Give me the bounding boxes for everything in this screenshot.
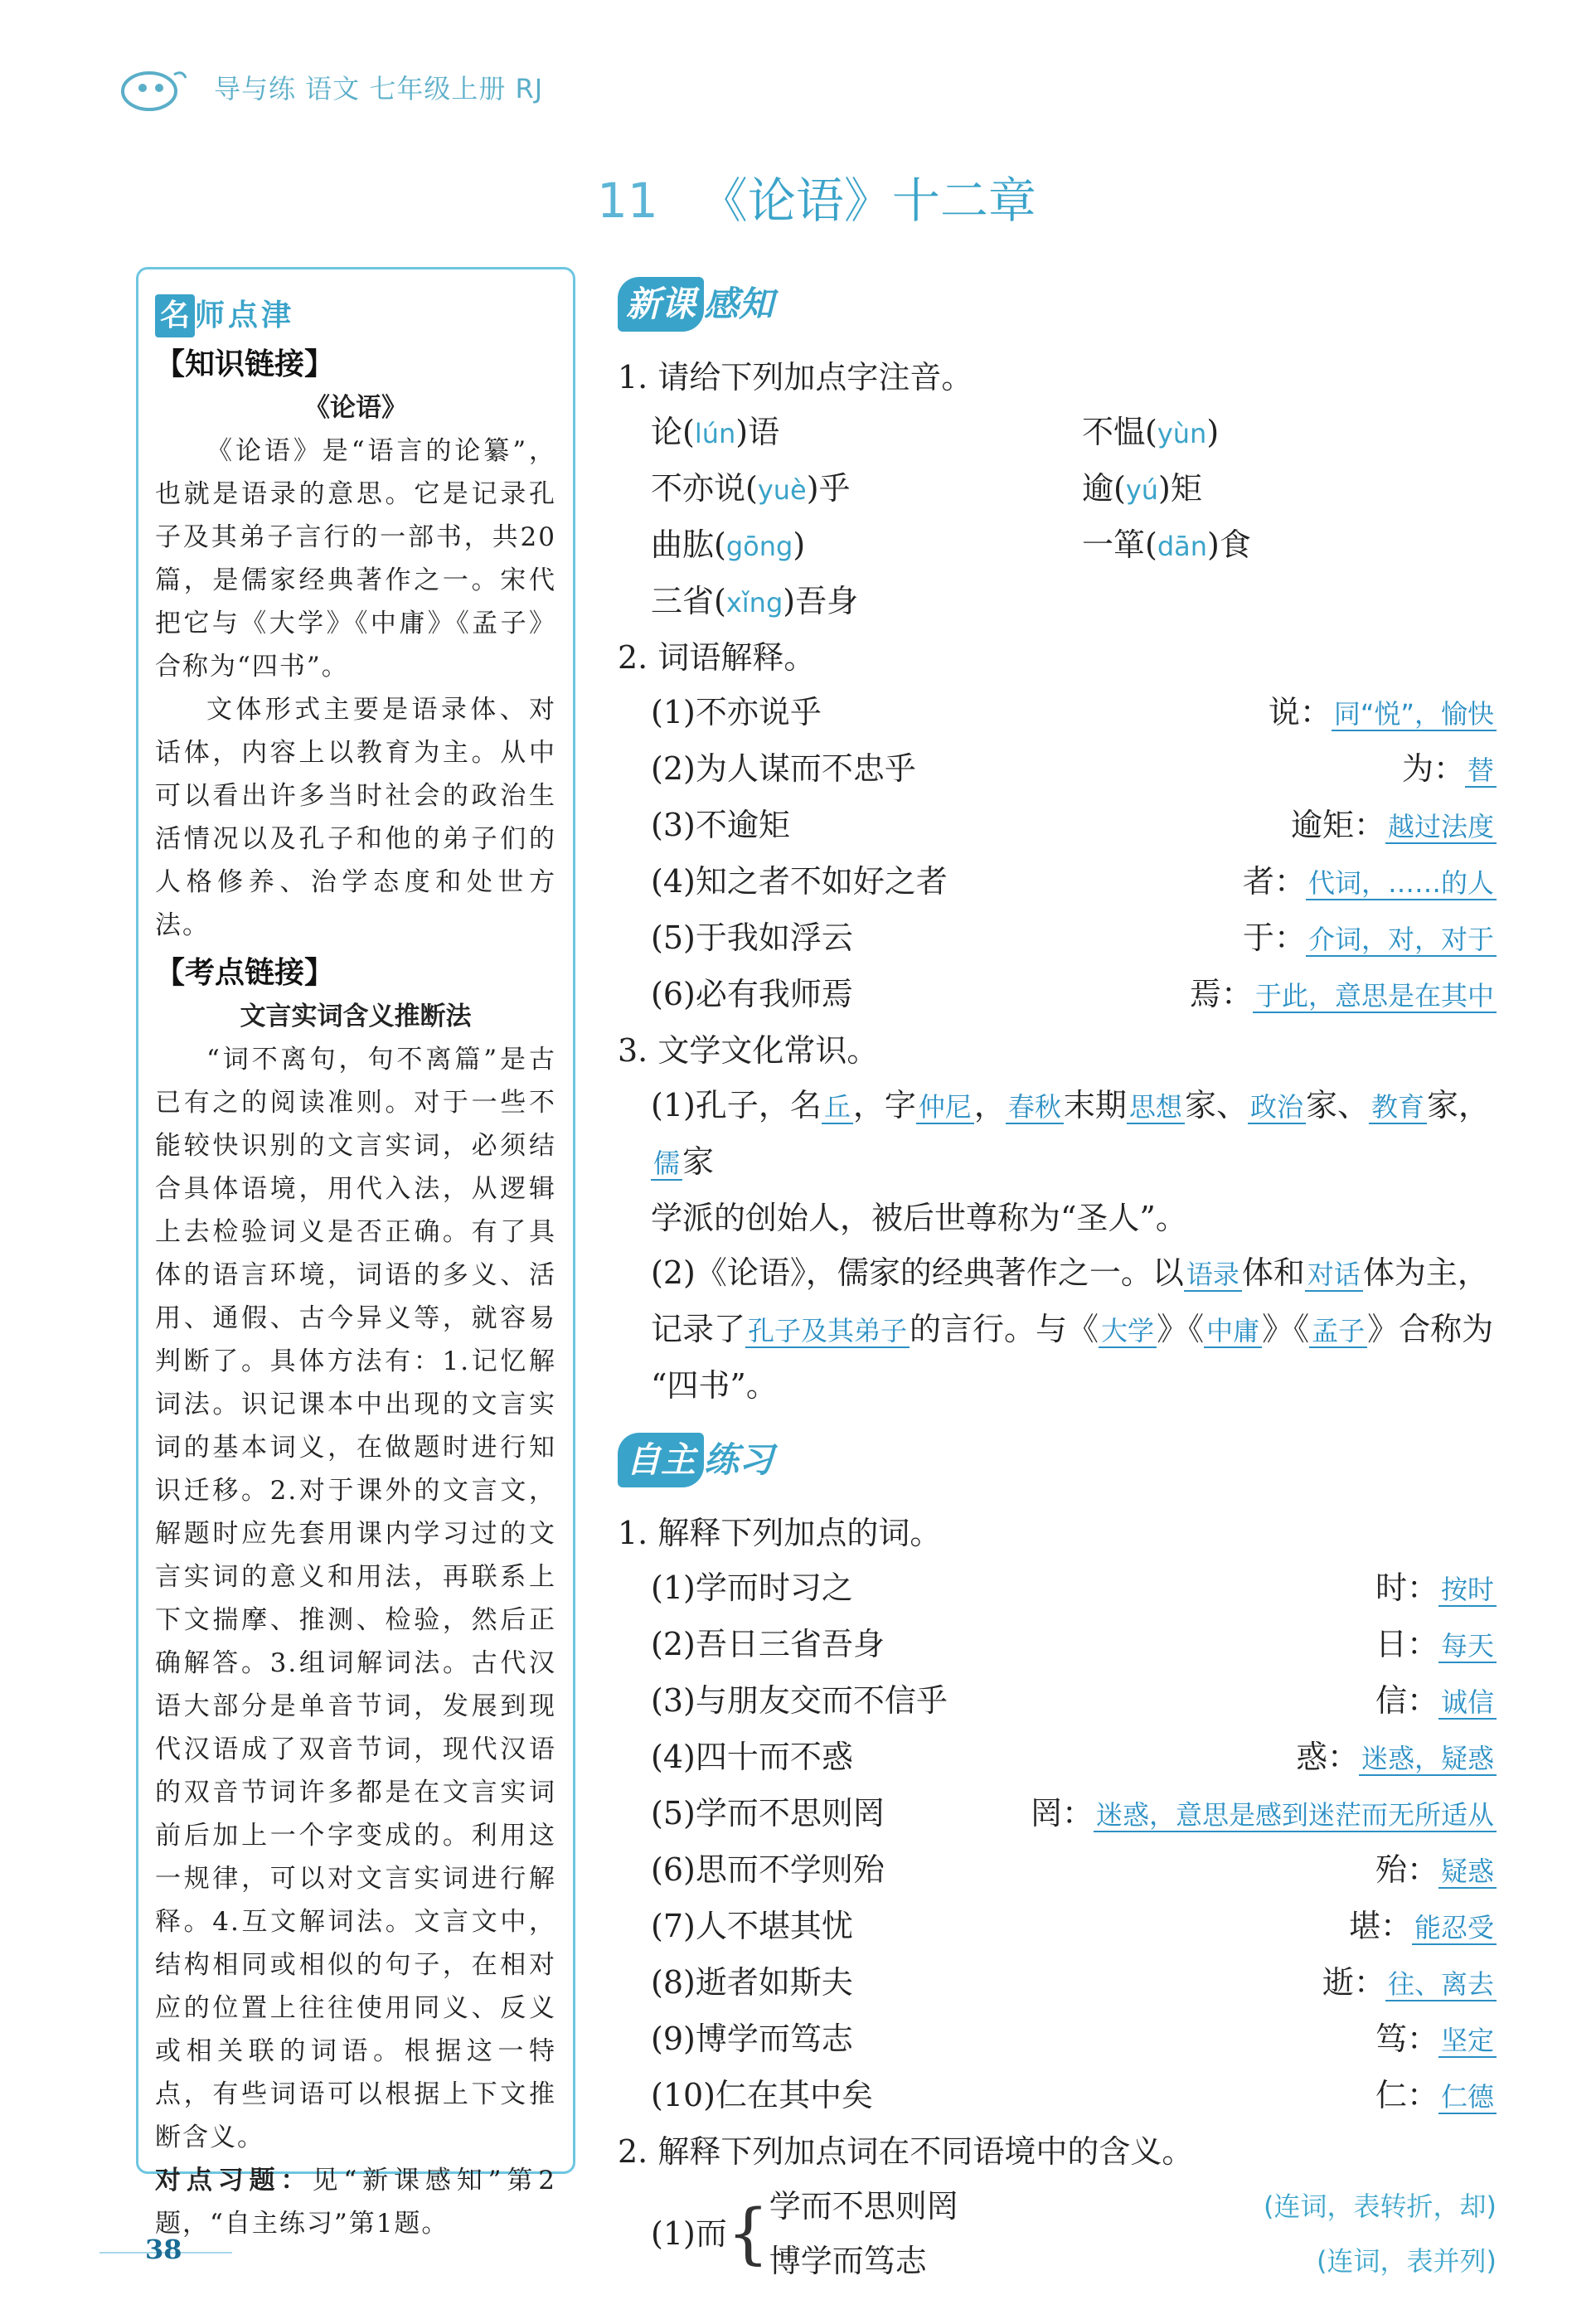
- q5-line: 博学而笃志 (连词，表并列): [769, 2243, 1497, 2279]
- q4-item: (8)逝者如斯夫 逝：往、离去: [618, 1955, 1497, 2011]
- q1-items: [618, 405, 1497, 630]
- q1-stem: 1. 请给下列加点字注音。: [618, 359, 973, 395]
- page-title: [597, 162, 1036, 231]
- q2-item: (5)于我如浮云 于：介词，对，对于: [618, 910, 1497, 967]
- logo-icon: [116, 58, 191, 118]
- q4-item: (9)博学而笃志 笃：坚定: [618, 2011, 1497, 2068]
- practice-text: 见“新课感知”第2题，“自主练习”第1题。: [155, 2166, 556, 2239]
- q2-item: (1)不亦说乎 说：同“悦”，愉快: [618, 685, 1497, 741]
- q4-stem: 1. 解释下列加点的词。: [618, 1515, 942, 1551]
- exam-link-title: 文言实词含义推断法: [240, 1002, 472, 1031]
- q3-line-1: (1)孔子，名丘，字仲尼，春秋末期思想家、政治家、教育家，儒家: [651, 1087, 1491, 1180]
- knowledge-link-title: 《论语》: [304, 393, 407, 423]
- exam-link-heading: 【考点链接】: [155, 956, 335, 990]
- knowledge-link-heading: 【知识链接】: [155, 347, 335, 381]
- q4-item: (6)思而不学则殆 殆：疑惑: [618, 1842, 1497, 1899]
- q3-line-3: (2)《论语》，儒家的经典著作之一。以语录体和对话体为主，: [651, 1254, 1489, 1291]
- q3-line-2: 学派的创始人，被后世尊称为“圣人”。: [651, 1200, 1187, 1236]
- teacher-tips-sidebar: [136, 267, 575, 2239]
- brace-icon: {: [726, 2195, 769, 2272]
- q5-stem: 2. 解释下列加点词在不同语境中的含义。: [618, 2133, 1194, 2170]
- q4-item: (10)仁在其中矣 仁：仁德: [618, 2068, 1497, 2124]
- q2-item: (3)不逾矩 逾矩：越过法度: [618, 798, 1497, 854]
- knowledge-para-2: 文体形式主要是语录体、对话体，内容上以教育为主。从中可以看出许多当时社会的政治生活情况以及孔子和他的弟子们的人格修养、治学态度和处世方法。: [155, 695, 556, 940]
- q4-item: (5)学而不思则罔 罔：迷惑，意思是感到迷茫而无所适从: [618, 1786, 1497, 1842]
- pinyin-item: 论(lún)语: [651, 414, 780, 450]
- sidebar-badge: 名: [155, 294, 195, 337]
- main-content: [618, 274, 1497, 2288]
- q4-item: (2)吾日三省吾身 日：每天: [618, 1617, 1497, 1673]
- pinyin-item: 不亦说(yuè)乎: [651, 470, 851, 507]
- q5-label: (1)而: [651, 2215, 727, 2252]
- q5-block: [618, 2179, 1497, 2288]
- pinyin-item: 一箪(dān)食: [1082, 526, 1251, 563]
- section-new-lesson: [618, 277, 1497, 335]
- q2-item: (2)为人谋而不忠乎 为：替: [618, 741, 1497, 798]
- section-pill: 自主: [618, 1433, 704, 1487]
- q4-item: (1)学而时习之 时：按时: [618, 1560, 1497, 1617]
- lesson-title: 《论语》十二章: [699, 172, 1036, 229]
- practice-label: 对点习题：: [155, 2166, 313, 2195]
- section-pill: 新课: [618, 277, 704, 332]
- q4-item: (7)人不堪其忧 堪：能忍受: [618, 1899, 1497, 1955]
- header-text: 导与练 语文 七年级上册 RJ: [214, 73, 544, 104]
- q2-item: (4)知之者不如好之者 者：代词，……的人: [618, 854, 1497, 910]
- practice-reference: [155, 2159, 556, 2245]
- pinyin-item: 逾(yú)矩: [1082, 470, 1202, 507]
- pinyin-item: 三省(xǐng)吾身: [651, 583, 859, 619]
- q2-item: (6)必有我师焉 焉：于此，意思是在其中: [618, 967, 1497, 1023]
- q5-line: 学而不思则罔 (连词，表转折，却): [769, 2188, 1497, 2225]
- section-rest: 感知: [704, 284, 774, 324]
- q2-stem: 2. 词语解释。: [618, 639, 816, 676]
- section-rest: 练习: [704, 1439, 774, 1480]
- q3-stem: 3. 文学文化常识。: [618, 1032, 879, 1069]
- q3-line-4: 记录了孔子及其弟子的言行。与《大学》《中庸》《孟子》合称为: [651, 1311, 1494, 1347]
- section-self-practice: [618, 1433, 1497, 1491]
- pinyin-item: 不愠(yùn): [1082, 414, 1220, 450]
- exam-para: “词不离句，句不离篇”是古已有之的阅读准则。对于一些不能较快识别的文言实词，必须结合具体语境，用代入法，从逻辑上去检验词义是否正确。有了具体的语言环境，词语的多义、活用、通假、古今异义等，就容易判断了。具体方法有：1.记忆解词法。识记课本中出现的文言实词的基本词义，在做题时进行知识迁移。2.对于课外的文言文，解题时应先套用课内学习过的文言实词的意义和用法，再联系上下文揣摩、推测、检验，然后正确解答。3.组词解词法。古代汉语大部分是单音节词，发展到现代汉语成了双音节词，现代汉语的双音节词许多都是在文言实词前后加上一个字变成的。利用这一规律，可以对文言实词进行解释。4.互文解词法。文言文中，结构相同或相似的句子，在相对应的位置上往往使用同义、反义或相关联的词语。根据这一特点，有些词语可以根据上下文推断含义。: [155, 1045, 556, 2152]
- q3-line-5: “四书”。: [651, 1367, 778, 1404]
- lesson-number: 11: [597, 172, 658, 229]
- sidebar-heading-rest: 师点津: [195, 298, 295, 332]
- pinyin-item: 曲肱(gōng): [651, 526, 806, 563]
- sidebar-heading: [155, 294, 556, 338]
- page-number: 38: [145, 2234, 182, 2265]
- knowledge-para-1: 《论语》是“语言的论纂”，也就是语录的意思。它是记录孔子及其弟子言行的一部书，共20篇，是儒家经典著作之一。宋代把它与《大学》《中庸》《孟子》合称为“四书”。: [155, 436, 556, 682]
- q4-item: (4)四十而不惑 惑：迷惑，疑惑: [618, 1730, 1497, 1786]
- q4-item: (3)与朋友交而不信乎 信：诚信: [618, 1673, 1497, 1730]
